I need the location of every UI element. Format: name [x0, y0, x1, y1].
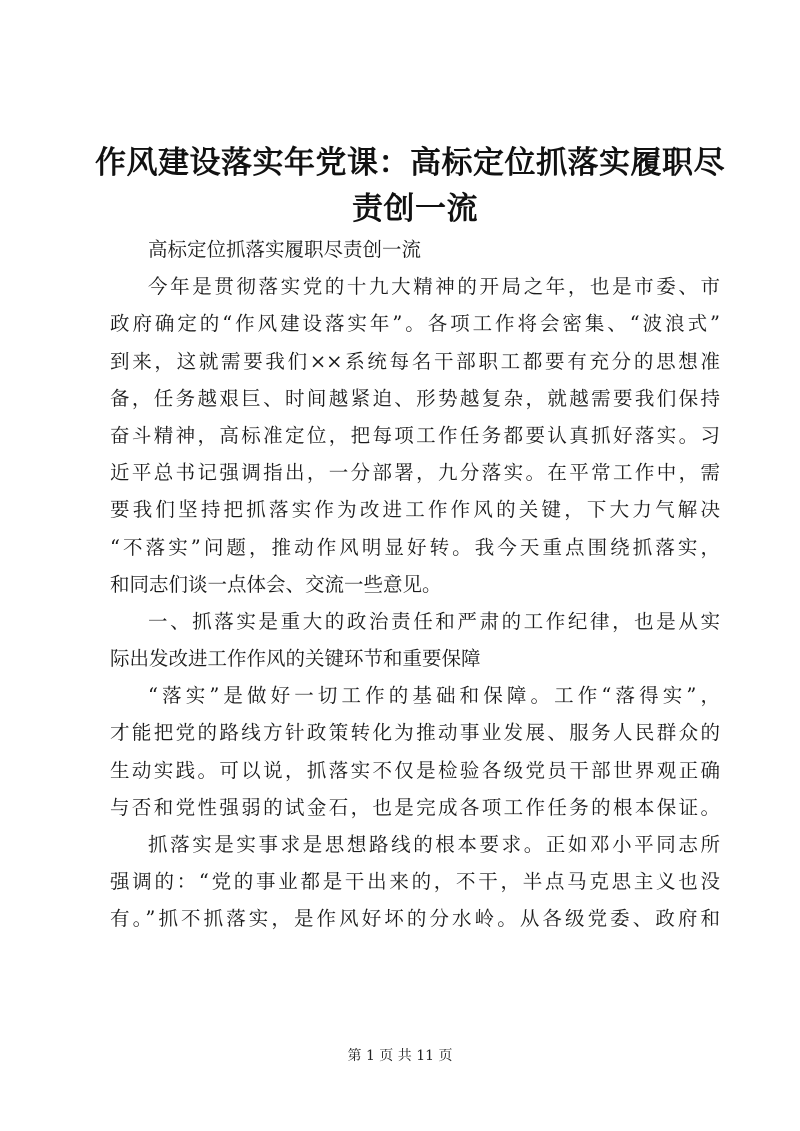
section-heading-line: 一、抓落实是重大的政治责任和严肃的工作纪律，也是从实 — [148, 609, 720, 633]
paragraph-line: “落实”是做好一切工作的基础和保障。工作“落得实”， — [148, 684, 720, 708]
title-line: 作风建设落实年党课：高标定位抓落实履职尽 — [95, 145, 725, 181]
document-body — [110, 231, 720, 938]
paragraph-line: 今年是贯彻落实党的十九大精神的开局之年，也是市委、市 — [148, 275, 720, 299]
paragraph-line: 备，任务越艰巨、时间越紧迫、形势越复杂，就越需要我们保持 — [110, 386, 720, 410]
subtitle-line: 高标定位抓落实履职尽责创一流 — [148, 238, 422, 261]
title-line: 责创一流 — [352, 191, 478, 227]
paragraph-line: 政府确定的“作风建设落实年”。各项工作将会密集、“波浪式” — [110, 312, 720, 336]
page-number-footer: 第 1 页 共 11 页 — [347, 1048, 453, 1064]
paragraph-line: 才能把党的路线方针政策转化为推动事业发展、服务人民群众的 — [110, 721, 720, 745]
paragraph-line: 近平总书记强调指出，一分部署，九分落实。在平常工作中，需 — [110, 461, 720, 485]
paragraph-line: 强调的：“党的事业都是干出来的，不干，半点马克思主义也没 — [110, 870, 720, 894]
paragraph-line: 要我们坚持把抓落实作为改进工作作风的关键，下大力气解决 — [110, 498, 720, 522]
paragraph-line: “不落实”问题，推动作风明显好转。我今天重点围绕抓落实， — [110, 535, 720, 559]
section-heading-line: 际出发改进工作作风的关键环节和重要保障 — [110, 647, 481, 671]
paragraph-line: 抓落实是实事求是思想路线的根本要求。正如邓小平同志所 — [148, 833, 720, 856]
paragraph-line: 生动实践。可以说，抓落实不仅是检验各级党员干部世界观正确 — [110, 758, 720, 782]
paragraph-line: 奋斗精神，高标准定位，把每项工作任务都要认真抓好落实。习 — [110, 423, 720, 447]
paragraph-line: 和同志们谈一点体会、交流一些意见。 — [110, 572, 442, 596]
paragraph-line: 到来，这就需要我们××系统每名干部职工都要有充分的思想准 — [110, 349, 720, 373]
paragraph-line: 与否和党性强弱的试金石，也是完成各项工作任务的根本保证。 — [110, 795, 720, 819]
paragraph-line: 有。”抓不抓落实，是作风好坏的分水岭。从各级党委、政府和 — [110, 907, 720, 931]
document-title — [95, 140, 725, 232]
